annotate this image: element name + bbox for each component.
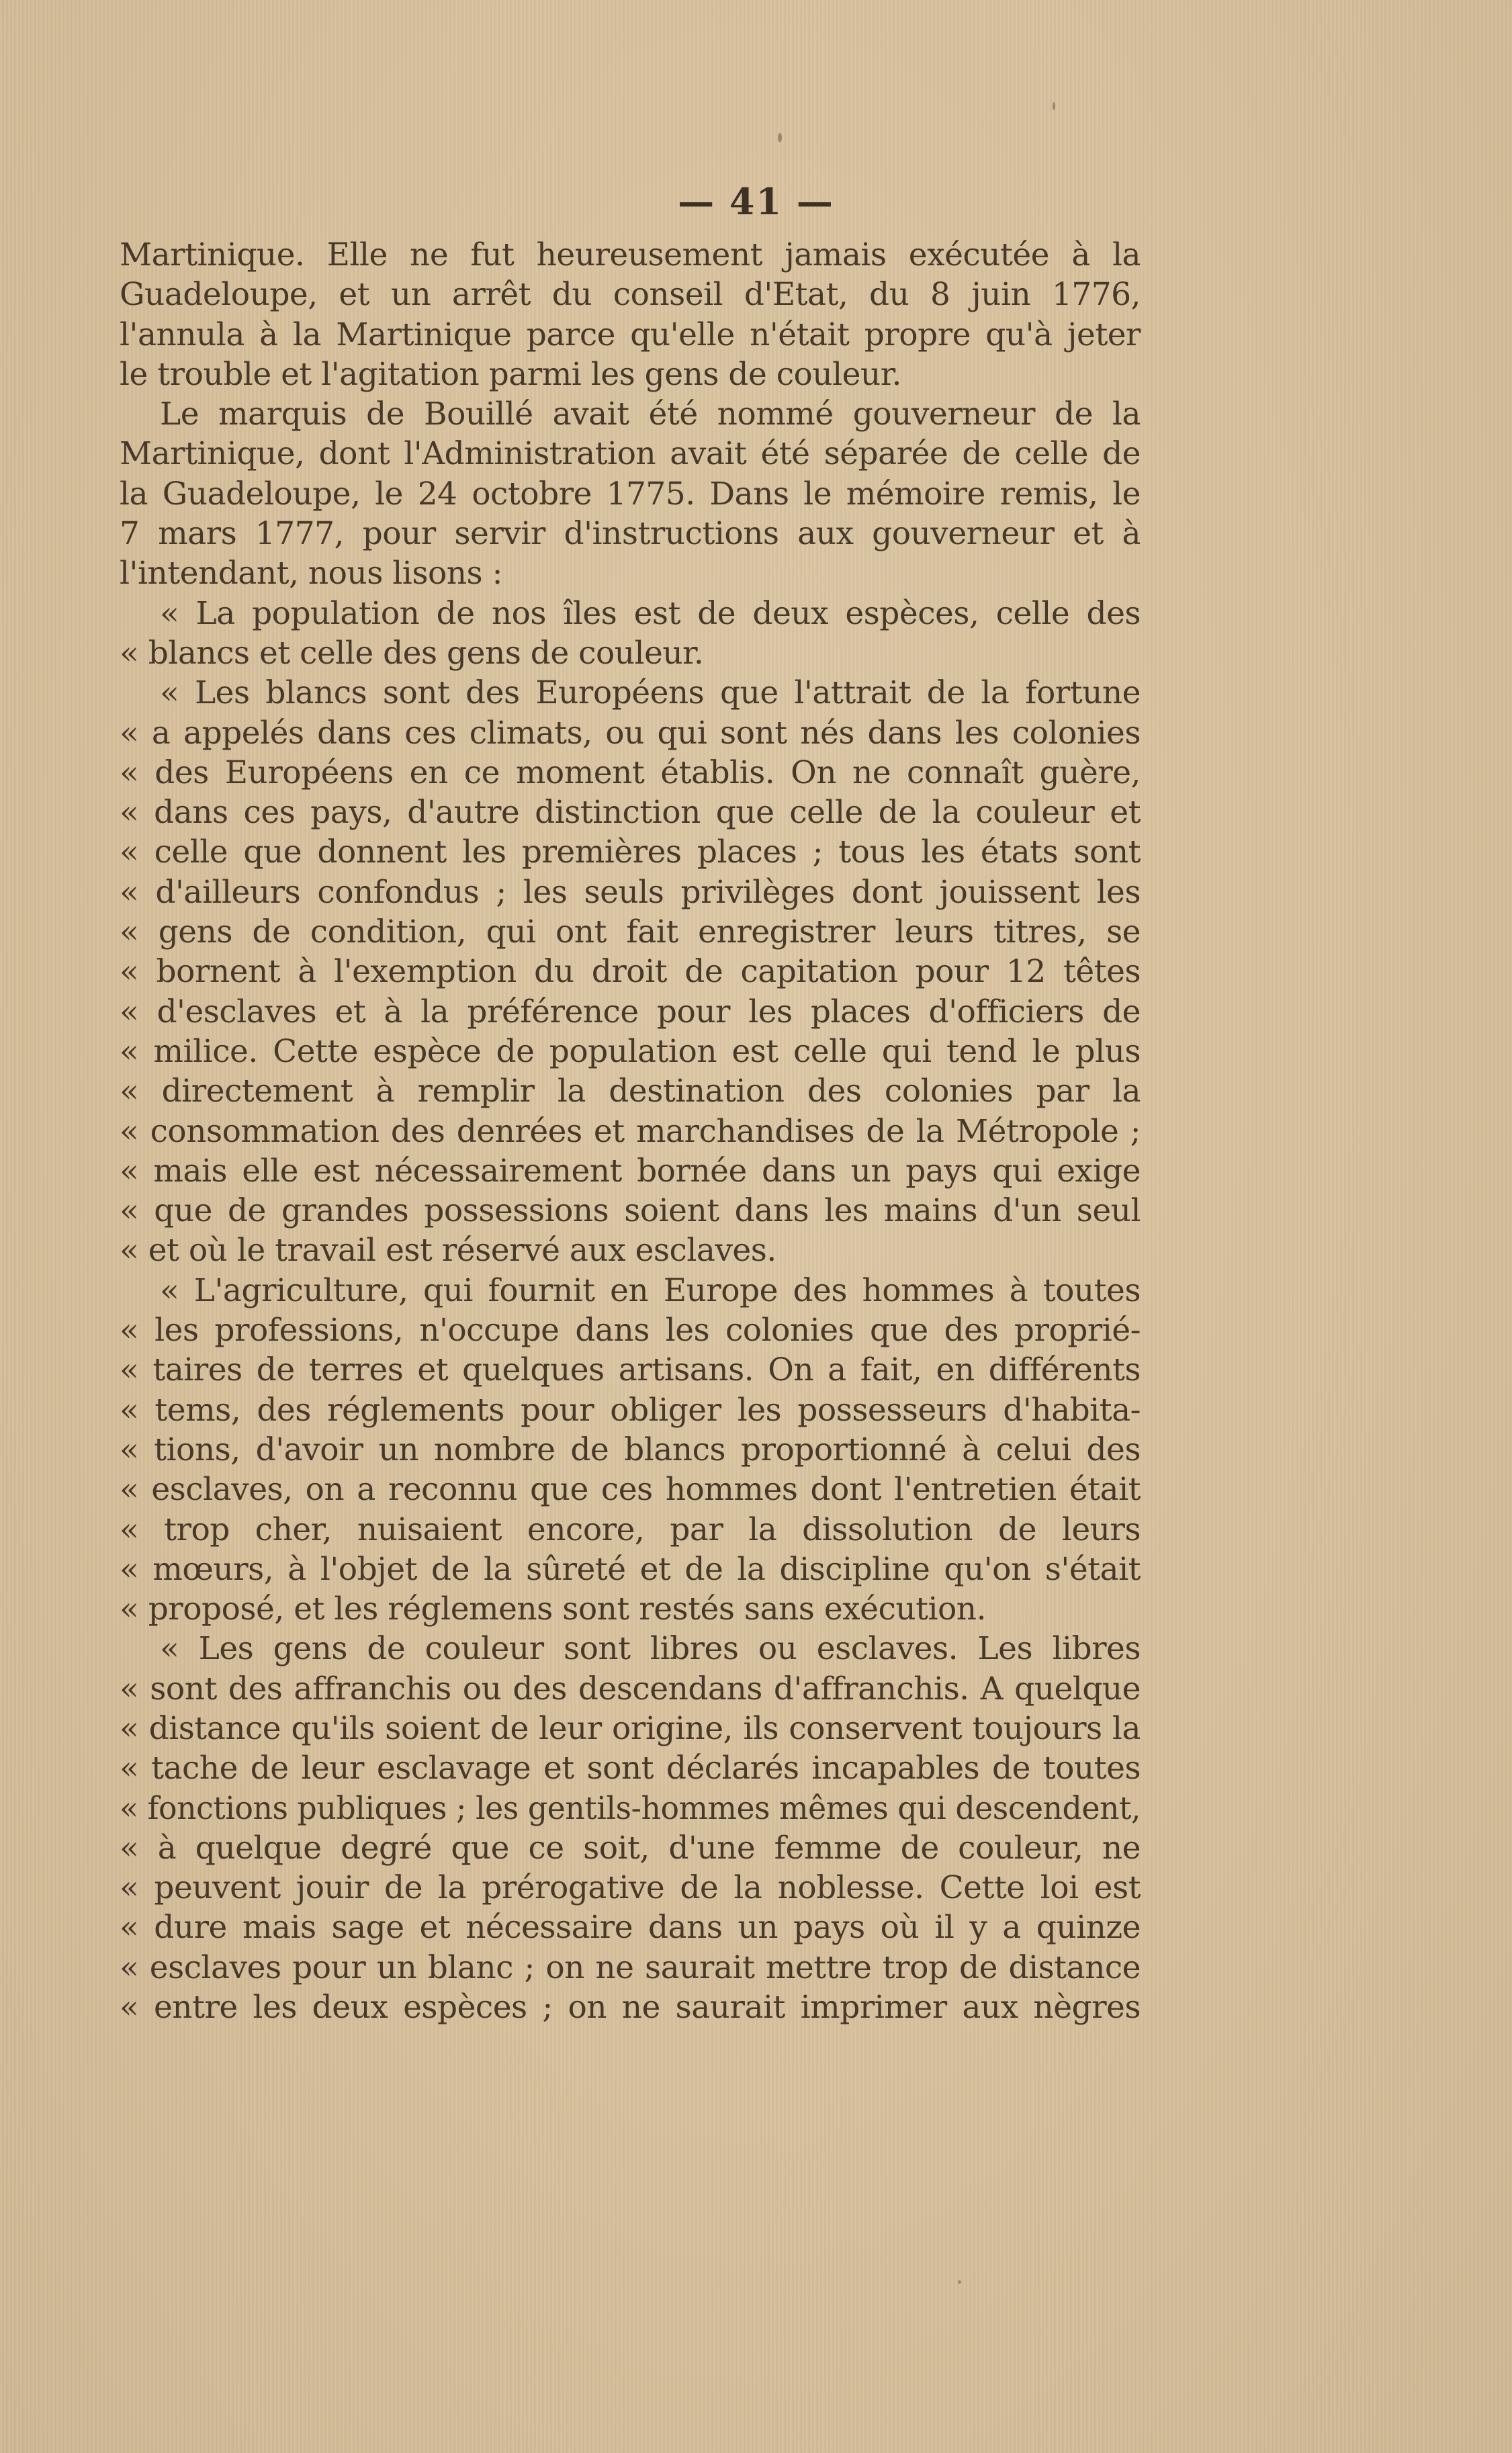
body-text [120, 235, 1141, 2027]
page-number: — 41 — [678, 180, 834, 223]
text-line: « proposé, et les réglemens sont restés sans exécution. [120, 1591, 987, 1628]
text-line: « des Européens en ce moment établis. On ne connaît guère, [120, 754, 1141, 791]
text-line: « que de grandes possessions soient dans les mains d'un seul [120, 1192, 1141, 1230]
paper-speck [1053, 102, 1055, 110]
text-line: « L'agriculture, qui fournit en Europe des hommes à toutes [160, 1272, 1141, 1309]
text-line: « tache de leur esclavage et sont déclarés incapables de toutes [120, 1750, 1141, 1787]
text-line: « les professions, n'occupe dans les colonies que des proprié- [120, 1312, 1141, 1349]
text-line: la Guadeloupe, le 24 octobre 1775. Dans le mémoire remis, le [120, 475, 1141, 512]
text-line: « bornent à l'exemption du droit de capitation pour 12 têtes [120, 953, 1141, 991]
text-line: « dans ces pays, d'autre distinction que celle de la couleur et [120, 794, 1141, 832]
text-line: « d'esclaves et à la préférence pour les places d'officiers de [120, 993, 1141, 1030]
text-line: « Les gens de couleur sont libres ou esclaves. Les libres [160, 1630, 1141, 1668]
text-line: l'annula à la Martinique parce qu'elle n'était propre qu'à jeter [120, 316, 1141, 353]
text-line: « tems, des réglements pour obliger les possesseurs d'habita- [120, 1391, 1141, 1429]
text-line: « taires de terres et quelques artisans. On a fait, en différents [120, 1351, 1141, 1389]
text-line: « consommation des denrées et marchandises de la Métropole ; [120, 1112, 1141, 1150]
text-line: Le marquis de Bouillé avait été nommé gouverneur de la [160, 396, 1141, 433]
text-line: « distance qu'ils soient de leur origine, ils conservent toujours la [120, 1709, 1141, 1747]
paper-speck [958, 2280, 961, 2284]
text-line: « mœurs, à l'objet de la sûreté et de la discipline qu'on s'était [120, 1550, 1141, 1588]
text-line: « peuvent jouir de la prérogative de la noblesse. Cette loi est [120, 1869, 1141, 1907]
text-line: « à quelque degré que ce soit, d'une femme de couleur, ne [120, 1829, 1141, 1867]
text-line: « fonctions publiques ; les gentils-hommes mêmes qui descendent, [120, 1789, 1141, 1827]
text-line: « La population de nos îles est de deux espèces, celle des [160, 594, 1141, 632]
text-line: « trop cher, nuisaient encore, par la dissolution de leurs [120, 1511, 1141, 1548]
text-line: « blancs et celle des gens de couleur. [120, 634, 704, 672]
text-line: 7 mars 1777, pour servir d'instructions aux gouverneur et à [120, 515, 1141, 553]
text-line: « et où le travail est réservé aux esclaves. [120, 1232, 776, 1269]
text-line: l'intendant, nous lisons : [120, 555, 502, 592]
text-line: « tions, d'avoir un nombre de blancs proportionné à celui des [120, 1431, 1141, 1468]
text-line: « gens de condition, qui ont fait enregistrer leurs titres, se [120, 913, 1141, 951]
text-line: « sont des affranchis ou des descendans d'affranchis. A quelque [120, 1670, 1141, 1707]
text-line: « directement à remplir la destination des colonies par la [120, 1073, 1141, 1110]
text-line: Martinique. Elle ne fut heureusement jamais exécutée à la [120, 236, 1141, 273]
paper-speck [778, 133, 782, 142]
text-line: « milice. Cette espèce de population est celle qui tend le plus [120, 1032, 1141, 1070]
text-line: « dure mais sage et nécessaire dans un pays où il y a quinze [120, 1909, 1141, 1947]
text-line: « celle que donnent les premières places ; tous les états sont [120, 834, 1141, 871]
text-line: « a appelés dans ces climats, ou qui sont nés dans les colonies [120, 714, 1141, 752]
text-line: « mais elle est nécessairement bornée dans un pays qui exige [120, 1152, 1141, 1190]
text-line: « esclaves pour un blanc ; on ne saurait mettre trop de distance [120, 1949, 1141, 1986]
text-line: Martinique, dont l'Administration avait été séparée de celle de [120, 435, 1141, 473]
text-line: « Les blancs sont des Européens que l'attrait de la fortune [160, 674, 1141, 712]
text-line: Guadeloupe, et un arrêt du conseil d'Etat, du 8 juin 1776, [120, 276, 1141, 314]
text-line: « esclaves, on a reconnu que ces hommes dont l'entretien était [120, 1471, 1141, 1509]
text-line: le trouble et l'agitation parmi les gens de couleur. [120, 355, 901, 393]
text-line: « entre les deux espèces ; on ne saurait imprimer aux nègres [120, 1989, 1141, 2026]
text-line: « d'ailleurs confondus ; les seuls privilèges dont jouissent les [120, 873, 1141, 911]
